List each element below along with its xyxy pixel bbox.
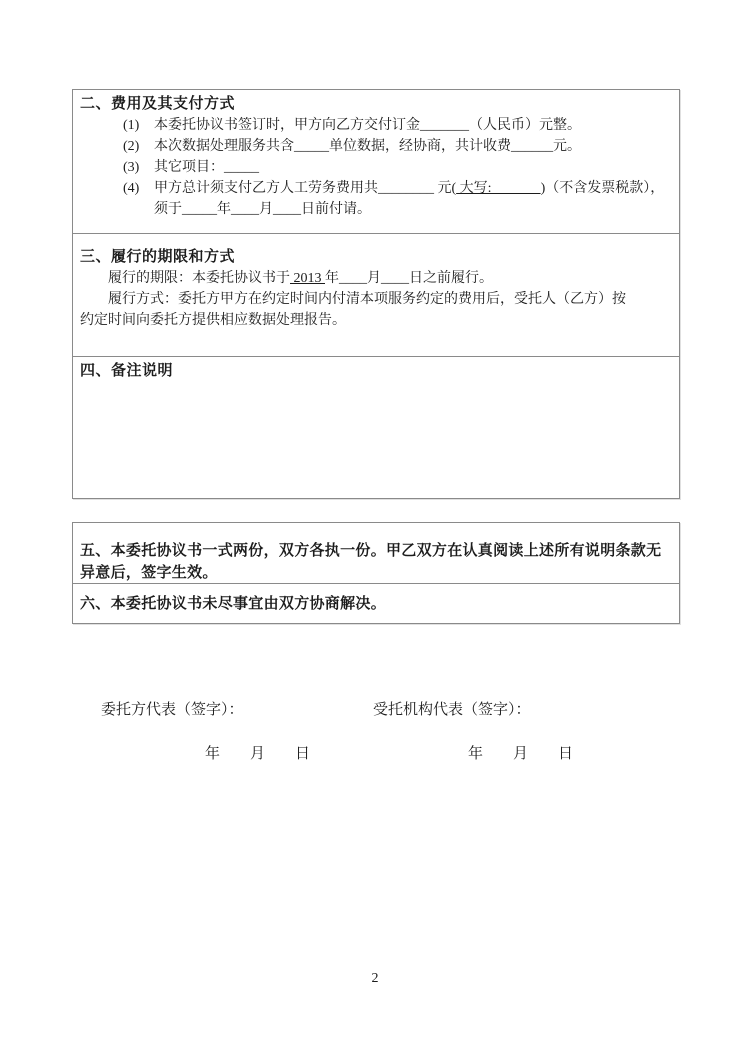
clause-5-text: 五、本委托协议书一式两份，双方各执一份。甲乙双方在认真阅读上述所有说明条款无异意后，签字生效。 bbox=[80, 543, 662, 581]
fee-item-number: (4) bbox=[123, 181, 140, 196]
fee-item-text: 本委托协议书签订时，甲方向乙方交付订金_______（人民币）元整。 bbox=[154, 118, 581, 133]
fee-item-4-pre: 甲方总计须支付乙方人工劳务费用共________ 元( bbox=[154, 181, 457, 196]
closing-table bbox=[72, 522, 680, 624]
fee-item-2 bbox=[123, 136, 671, 157]
section-performance-title: 三、履行的期限和方式 bbox=[80, 249, 236, 265]
fee-item-number: (2) bbox=[123, 139, 140, 154]
fee-item-text bbox=[154, 178, 671, 220]
performance-method-line-1: 履行方式：委托方甲方在约定时间内付清本项服务约定的费用后，受托人（乙方）按 bbox=[108, 292, 626, 307]
trustee-signature-label: 受托机构代表（签字）： bbox=[373, 702, 531, 718]
fee-item-1 bbox=[123, 115, 671, 136]
clause-6-row bbox=[73, 584, 679, 622]
clause-6-text: 六、本委托协议书未尽事宜由双方协商解决。 bbox=[80, 596, 387, 612]
section-fees-title: 二、费用及其支付方式 bbox=[80, 96, 236, 112]
fee-item-3 bbox=[123, 157, 671, 178]
section-performance bbox=[73, 234, 679, 357]
fee-item-number: (1) bbox=[123, 118, 140, 133]
client-date-line: 年 月 日 bbox=[205, 746, 311, 762]
deadline-pre: 履行的期限：本委托协议书于 bbox=[108, 271, 290, 286]
performance-method-line-2: 约定时间向委托方提供相应数据处理报告。 bbox=[80, 313, 346, 328]
page-number: 2 bbox=[371, 971, 379, 986]
fee-item-text: 本次数据处理服务共含_____单位数据，经协商，共计收费______元。 bbox=[154, 139, 581, 154]
deadline-year-blank: 2013 bbox=[290, 271, 325, 286]
section-notes-title: 四、备注说明 bbox=[80, 363, 174, 379]
clause-5-row bbox=[73, 523, 679, 584]
amount-in-words-blank: 大写: bbox=[456, 181, 541, 196]
fee-item-4-post: )（不含发票税款），须于_____年____月____日前付请。 bbox=[154, 181, 665, 217]
fee-item-number: (3) bbox=[123, 160, 140, 175]
client-signature-label: 委托方代表（签字）： bbox=[101, 702, 244, 718]
fee-item-4 bbox=[123, 178, 671, 220]
terms-table bbox=[72, 89, 680, 499]
trustee-date-line: 年 月 日 bbox=[468, 746, 574, 762]
section-notes bbox=[73, 357, 679, 498]
section-fees bbox=[73, 90, 679, 234]
deadline-post: 年____月____日之前履行。 bbox=[325, 271, 493, 286]
performance-deadline-line bbox=[80, 268, 671, 289]
fee-item-text: 其它项目：_____ bbox=[154, 160, 259, 175]
